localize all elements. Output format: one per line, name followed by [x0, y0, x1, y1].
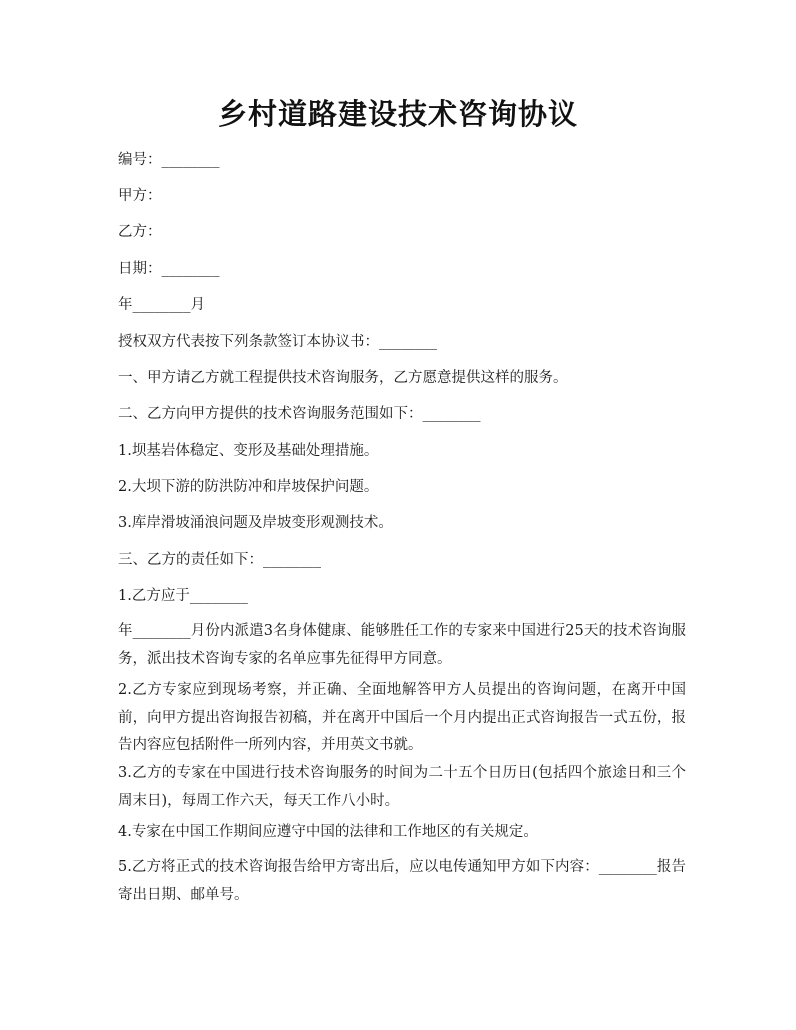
party-a-line: 甲方： — [118, 188, 162, 204]
year-month-line: 年________月 — [118, 297, 205, 313]
responsibility-4: 4.专家在中国工作期间应遵守中国的法律和工作地区的有关规定。 — [118, 824, 538, 840]
responsibility-5: 5.乙方将正式的技术咨询报告给甲方寄出后，应以电传通知甲方如下内容：________报告寄出日期、邮单号。 — [118, 859, 686, 903]
date-line: 日期：________ — [118, 261, 220, 277]
responsibility-2: 2.乙方专家应到现场考察，并正确、全面地解答甲方人员提出的咨询问题，在离开中国前，向甲方提出咨询报告初稿，并在离开中国后一个月内提出正式咨询报告一式五份，报告内容应包括附件一所列内容，并用英文书就。 — [118, 682, 686, 753]
scope-item-1: 1.坝基岩体稳定、变形及基础处理措施。 — [118, 443, 379, 459]
contract-number-line: 编号：________ — [118, 152, 220, 168]
party-b-line: 乙方： — [118, 224, 162, 240]
clause-3: 三、乙方的责任如下：________ — [118, 552, 321, 568]
responsibility-1-start: 1.乙方应于________ — [118, 588, 248, 604]
scope-item-2: 2.大坝下游的防洪防冲和岸坡保护问题。 — [118, 479, 379, 495]
authorization-line: 授权双方代表按下列条款签订本协议书：________ — [118, 334, 437, 350]
responsibility-3: 3.乙方的专家在中国进行技术咨询服务的时间为二十五个日历日(包括四个旅途日和三个周末日)，每周工作六天，每天工作八小时。 — [118, 765, 686, 809]
clause-1: 一、甲方请乙方就工程提供技术咨询服务，乙方愿意提供这样的服务。 — [118, 370, 568, 386]
clause-2: 二、乙方向甲方提供的技术咨询服务范围如下：________ — [118, 406, 481, 422]
document-title: 乡村道路建设技术咨询协议 — [217, 97, 578, 131]
responsibility-1-body: 年________月份内派遣3名身体健康、能够胜任工作的专家来中国进行25天的技术咨询服务，派出技术咨询专家的名单应事先征得甲方同意。 — [118, 623, 686, 667]
scope-item-3: 3.库岸滑坡涌浪问题及岸坡变形观测技术。 — [118, 515, 393, 531]
